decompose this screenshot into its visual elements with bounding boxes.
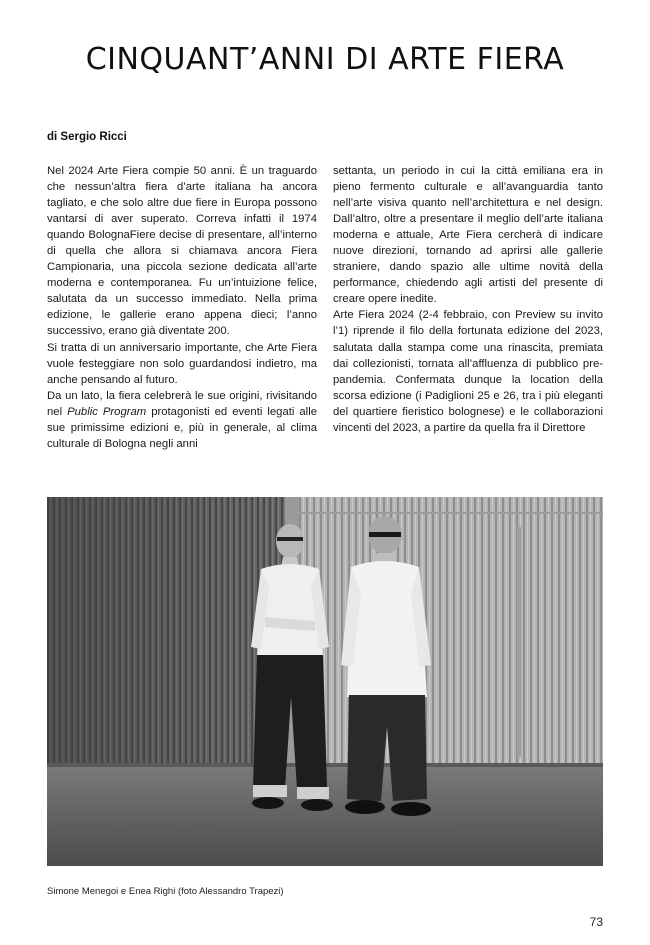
paragraph: Nel 2024 Arte Fiera compie 50 anni. È un traguardo che nessun’altra fiera d’arte italiana ha ancora tagliato, e che solo altre due fiere in Europa possono vantarsi di aver superato. Correva infatti il 1974 quando BolognaFiere decise di presentare, all’interno di quella che allora si chiamava ancora Fiera Campionaria, una piccola sezione dedicata all’arte moderna e contemporanea. Fu un’intuizione felice, salutata da un successo immediato. Nella prima edizione, le gallerie erano appena dieci; l’anno successivo, erano già diventate 200. — [47, 165, 317, 338]
article-title: CINQUANT’ANNI DI ARTE FIERA — [85, 42, 565, 77]
article-byline: di Sergio Ricci — [47, 131, 127, 143]
italic-program-name: Public Program — [67, 405, 147, 418]
article-photo — [47, 497, 603, 866]
paragraph: settanta, un periodo in cui la città emiliana era in pieno fermento culturale e all’avanguardia tanto nell’arte visiva quanto nell’architettura e nel design. Dall’altro, oltre a presentare il meglio dell’arte italiana moderna e attuale, Arte Fiera cercherà di indicare nuove direzioni, tornando ad aprirsi alle gallerie straniere, dando spazio alle ultime novità della performance, chiedendo agli artisti del presente di creare opere inedite. — [333, 165, 603, 306]
paragraph-text: Da un lato, la fiera celebrerà le sue origini, rivisitando nel — [47, 389, 317, 418]
page-number: 73 — [589, 915, 603, 929]
paragraph-text: protagonisti ed eventi legati alle sue primissime edizioni e, più in generale, al clima culturale di Bologna negli anni — [47, 405, 317, 450]
text-column-right — [333, 163, 603, 436]
photo-caption: Simone Menegoi e Enea Righi (foto Alessandro Trapezi) — [47, 886, 284, 897]
paragraph: Arte Fiera 2024 (2-4 febbraio, con Preview su invito l’1) riprende il filo della fortunata edizione del 2023, salutata dalla stampa come una rinascita, premiata dai collezionisti, tornata all’affluenza di pubblico pre-pandemia. Confermata dunque la location della scorsa edizione (i Padiglioni 25 e 26, tra i più eleganti del quartiere fieristico bolognese) e le collaborazioni vincenti del 2023, a partire da quella fra il Direttore — [333, 309, 603, 434]
light-wall-panel — [297, 497, 603, 765]
paragraph — [47, 388, 317, 452]
paragraph: Si tratta di un anniversario importante, che Arte Fiera vuole festeggiare non solo guardandosi indietro, ma anche pensando al futuro. — [47, 341, 317, 386]
text-column-left — [47, 163, 317, 452]
